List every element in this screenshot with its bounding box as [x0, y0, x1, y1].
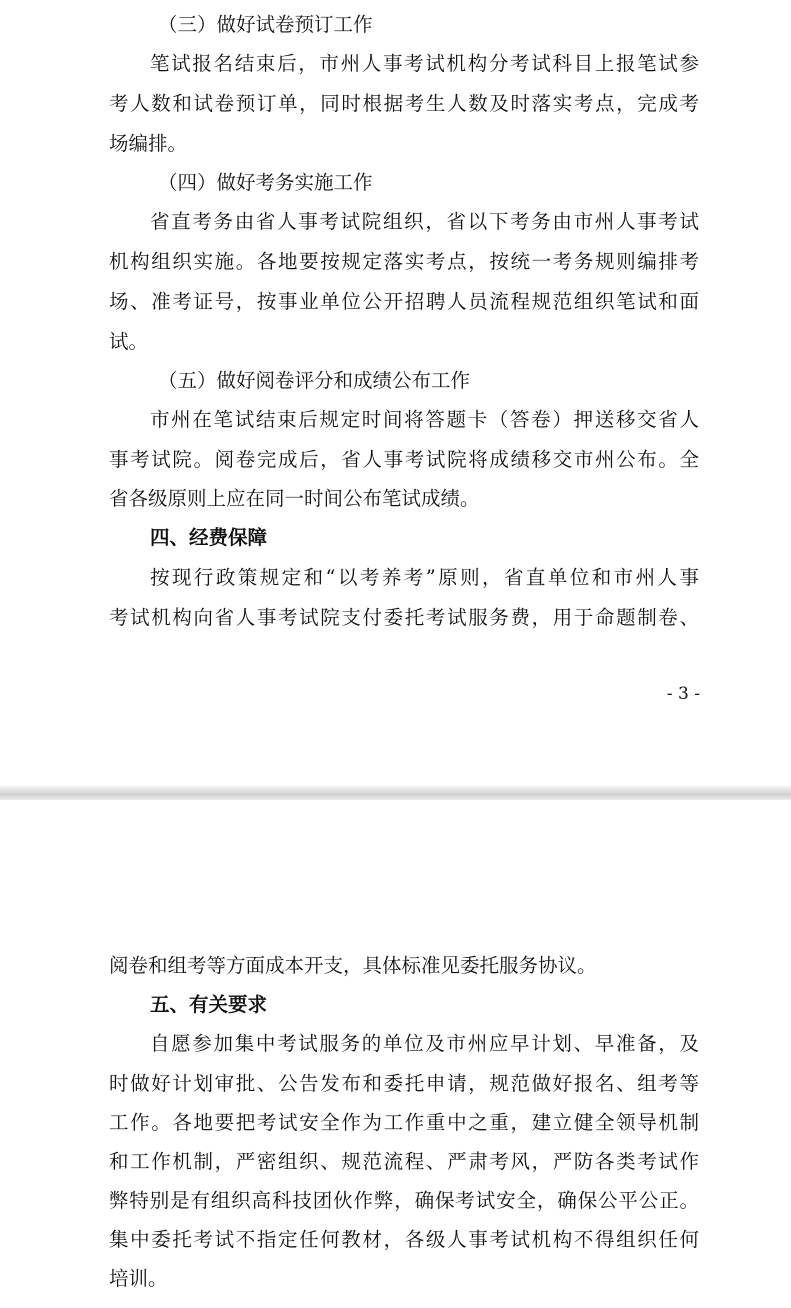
paragraph-line: 事考试院。阅卷完成后，省人事考试院将成绩移交市州公布。全: [109, 448, 699, 471]
paragraph-line: 工作。各地要把考试安全作为工作重中之重，建立健全领导机制: [109, 1111, 699, 1134]
paragraph-line: 试。: [109, 330, 149, 353]
paragraph-line: 按现行政策规定和“以考养考”原则，省直单位和市州人事: [150, 566, 699, 589]
page-number: - 3 -: [666, 684, 700, 704]
paragraph-line: 时做好计划审批、公告发布和委托申请，规范做好报名、组考等: [109, 1072, 699, 1095]
chapter-5-heading: 五、有关要求: [150, 993, 268, 1016]
paragraph-line: 集中委托考试不指定任何教材，各级人事考试机构不得组织任何: [109, 1228, 699, 1251]
paragraph-line: 考试机构向省人事考试院支付委托考试服务费，用于命题制卷、: [109, 606, 699, 629]
chapter-4-heading: 四、经费保障: [150, 526, 268, 549]
paragraph-line: 弊特别是有组织高科技团伙作弊，确保考试安全，确保公平公正。: [109, 1189, 699, 1212]
paragraph-line: 市州在笔试结束后规定时间将答题卡（答卷）押送移交省人: [150, 408, 699, 431]
paragraph-line: 机构组织实施。各地要按规定落实考点，按统一考务规则编排考: [109, 250, 699, 273]
paragraph-line: 场、准考证号，按事业单位公开招聘人员流程规范组织笔试和面: [109, 290, 699, 313]
paragraph-line: 笔试报名结束后，市州人事考试机构分考试科目上报笔试参: [150, 52, 699, 75]
paragraph-line: 和工作机制，严密组织、规范流程、严肃考风，严防各类考试作: [109, 1150, 699, 1173]
paragraph-line: 场编排。: [109, 132, 188, 155]
page-separator: [0, 786, 791, 800]
section-3-heading: （三）做好试卷预订工作: [158, 13, 373, 36]
paragraph-line: 省各级原则上应在同一时间公布笔试成绩。: [109, 487, 480, 510]
paragraph-line: 阅卷和组考等方面成本开支，具体标准见委托服务协议。: [109, 954, 597, 977]
paragraph-line: 自愿参加集中考试服务的单位及市州应早计划、早准备，及: [150, 1032, 699, 1055]
section-4-heading: （四）做好考务实施工作: [158, 171, 373, 194]
paragraph-line: 考人数和试卷预订单，同时根据考生人数及时落实考点，完成考: [109, 92, 699, 115]
section-5-heading: （五）做好阅卷评分和成绩公布工作: [158, 369, 471, 392]
paragraph-line: 培训。: [109, 1267, 168, 1290]
paragraph-line: 省直考务由省人事考试院组织，省以下考务由市州人事考试: [150, 210, 699, 233]
document-page-4: [0, 800, 791, 1308]
